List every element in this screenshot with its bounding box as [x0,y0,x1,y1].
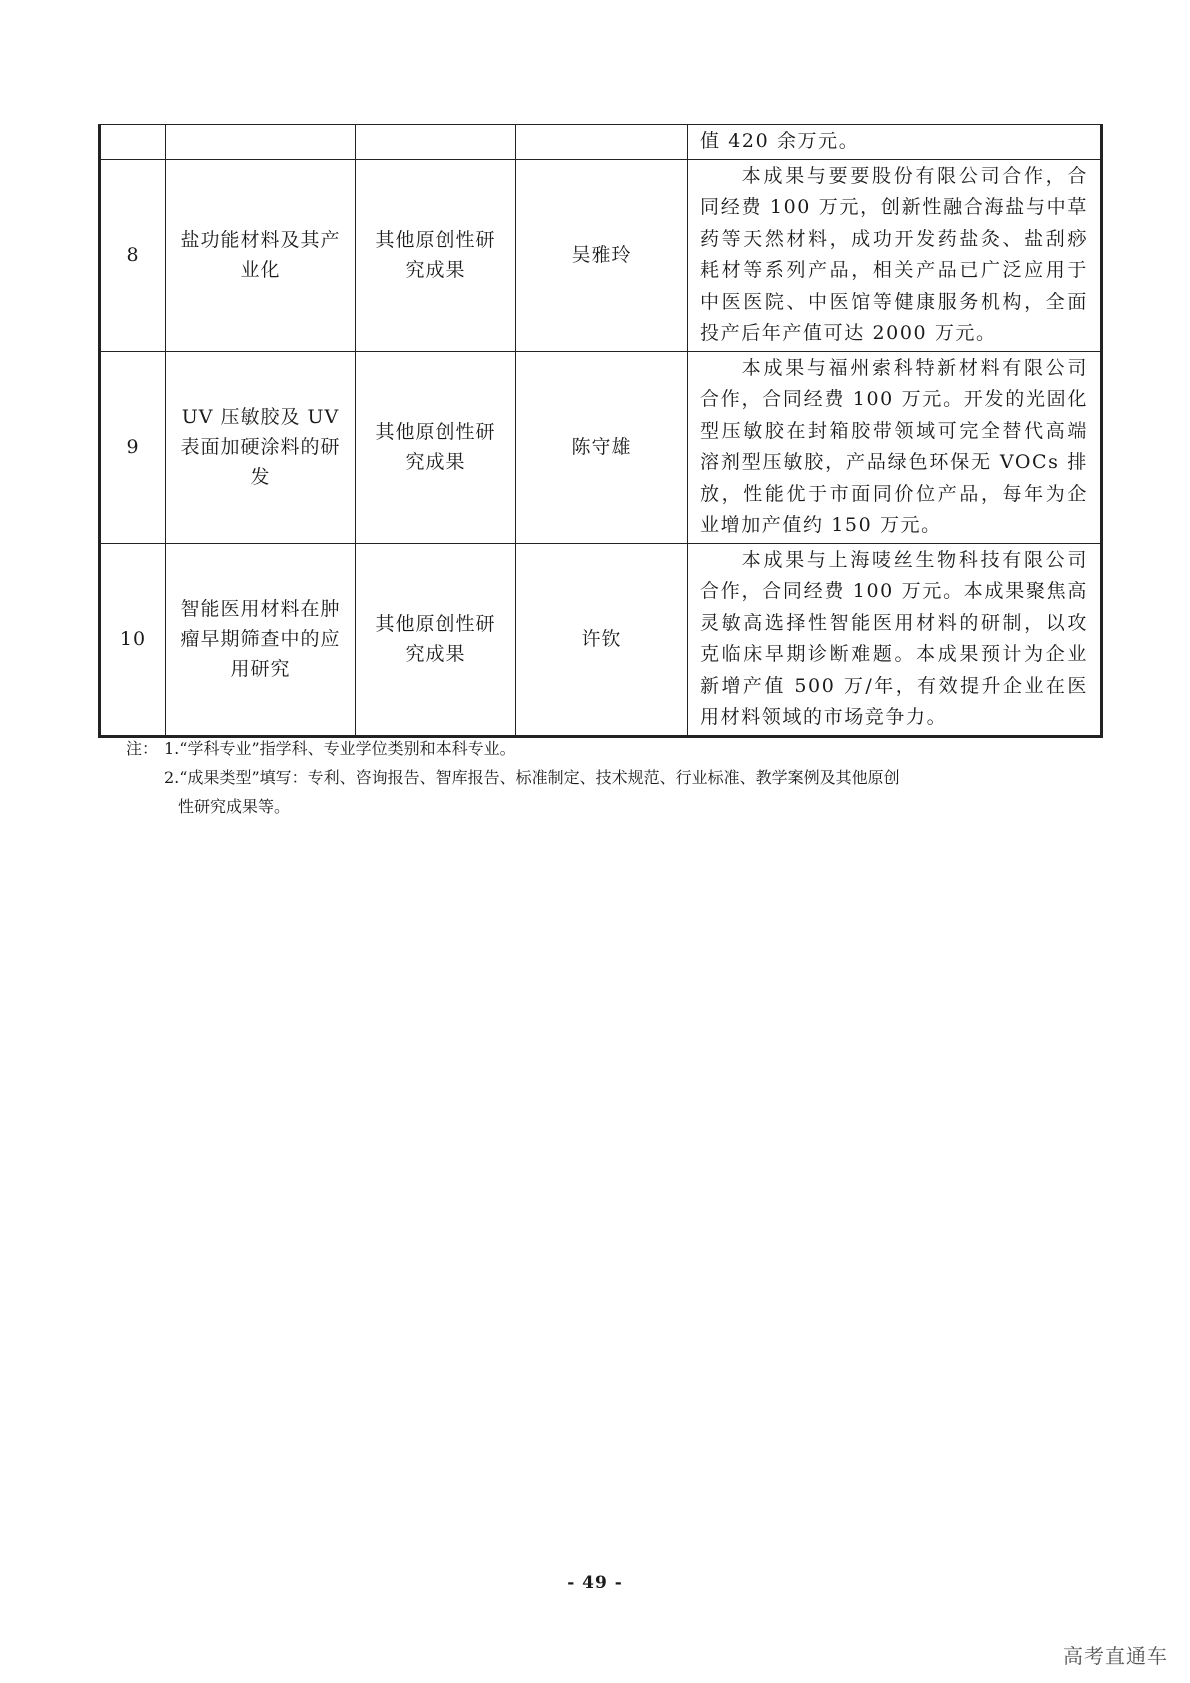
notes-label: 注： [126,739,159,758]
watermark: 高考直通车 [1063,1644,1168,1668]
description-cell [688,125,1102,160]
person-cell: 陈守雄 [516,351,688,543]
row-number-cell: 8 [100,159,166,351]
achievement-name-cell [166,125,356,160]
achievements-table [98,124,1103,738]
achievement-name-cell [166,543,356,736]
note-item [126,734,900,763]
page-number: - 49 - [567,1573,623,1593]
description-cell [688,351,1102,543]
achievement-name-cell [166,159,356,351]
achievement-name-text: 智能医用材料在肿瘤早期筛查中的应用研究 [180,598,341,680]
achievement-type-text: 其他原创性研究成果 [375,421,496,473]
row-number-cell: 10 [100,543,166,736]
person-cell: 许钦 [516,543,688,736]
table-row [100,351,1102,543]
description-text: 本成果与上海唛丝生物科技有限公司合作，合同经费 100 万元。本成果聚焦高灵敏高选择性智能医用材料的研制，以攻克临床早期诊断难题。本成果预计为企业新增产值 500 万/年，有效提升企业在医用材料领域的市场竞争力。 [700,548,1088,728]
row-number-cell [100,125,166,160]
table-row [100,543,1102,736]
description-text: 本成果与福州索科特新材料有限公司合作，合同经费 100 万元。开发的光固化型压敏胶在封箱胶带领域可完全替代高端溶剂型压敏胶，产品绿色环保无 VOCs 排放，性能优于市面同价位产品，每年为企业增加产值约 150 万元。 [700,356,1088,536]
table-row [100,159,1102,351]
row-number-cell: 9 [100,351,166,543]
note-text: 1.“学科专业”指学科、专业学位类别和本科专业。 [164,739,516,758]
achievement-type-cell [356,543,516,736]
achievement-type-text: 其他原创性研究成果 [375,613,496,665]
description-cell [688,543,1102,736]
achievement-type-text: 其他原创性研究成果 [375,229,496,281]
table-notes [126,734,900,821]
achievement-name-cell [166,351,356,543]
description-text: 值 420 余万元。 [700,130,860,152]
achievement-name-text: 盐功能材料及其产业化 [180,229,341,281]
description-text: 本成果与要要股份有限公司合作，合同经费 100 万元，创新性融合海盐与中草药等天然材料，成功开发药盐灸、盐刮痧耗材等系列产品，相关产品已广泛应用于中医医院、中医馆等健康服务机构，全面投产后年产值可达 2000 万元。 [700,164,1088,344]
achievement-type-cell [356,125,516,160]
achievement-type-cell [356,351,516,543]
description-cell [688,159,1102,351]
person-cell [516,125,688,160]
person-cell: 吴雅玲 [516,159,688,351]
achievement-name-text: UV 压敏胶及 UV 表面加硬涂料的研发 [180,406,341,488]
table-row [100,125,1102,160]
note-text: 性研究成果等。 [178,797,291,816]
note-text: 2.“成果类型”填写：专利、咨询报告、智库报告、标准制定、技术规范、行业标准、教学案例及其他原创 [164,768,900,787]
achievement-type-cell [356,159,516,351]
